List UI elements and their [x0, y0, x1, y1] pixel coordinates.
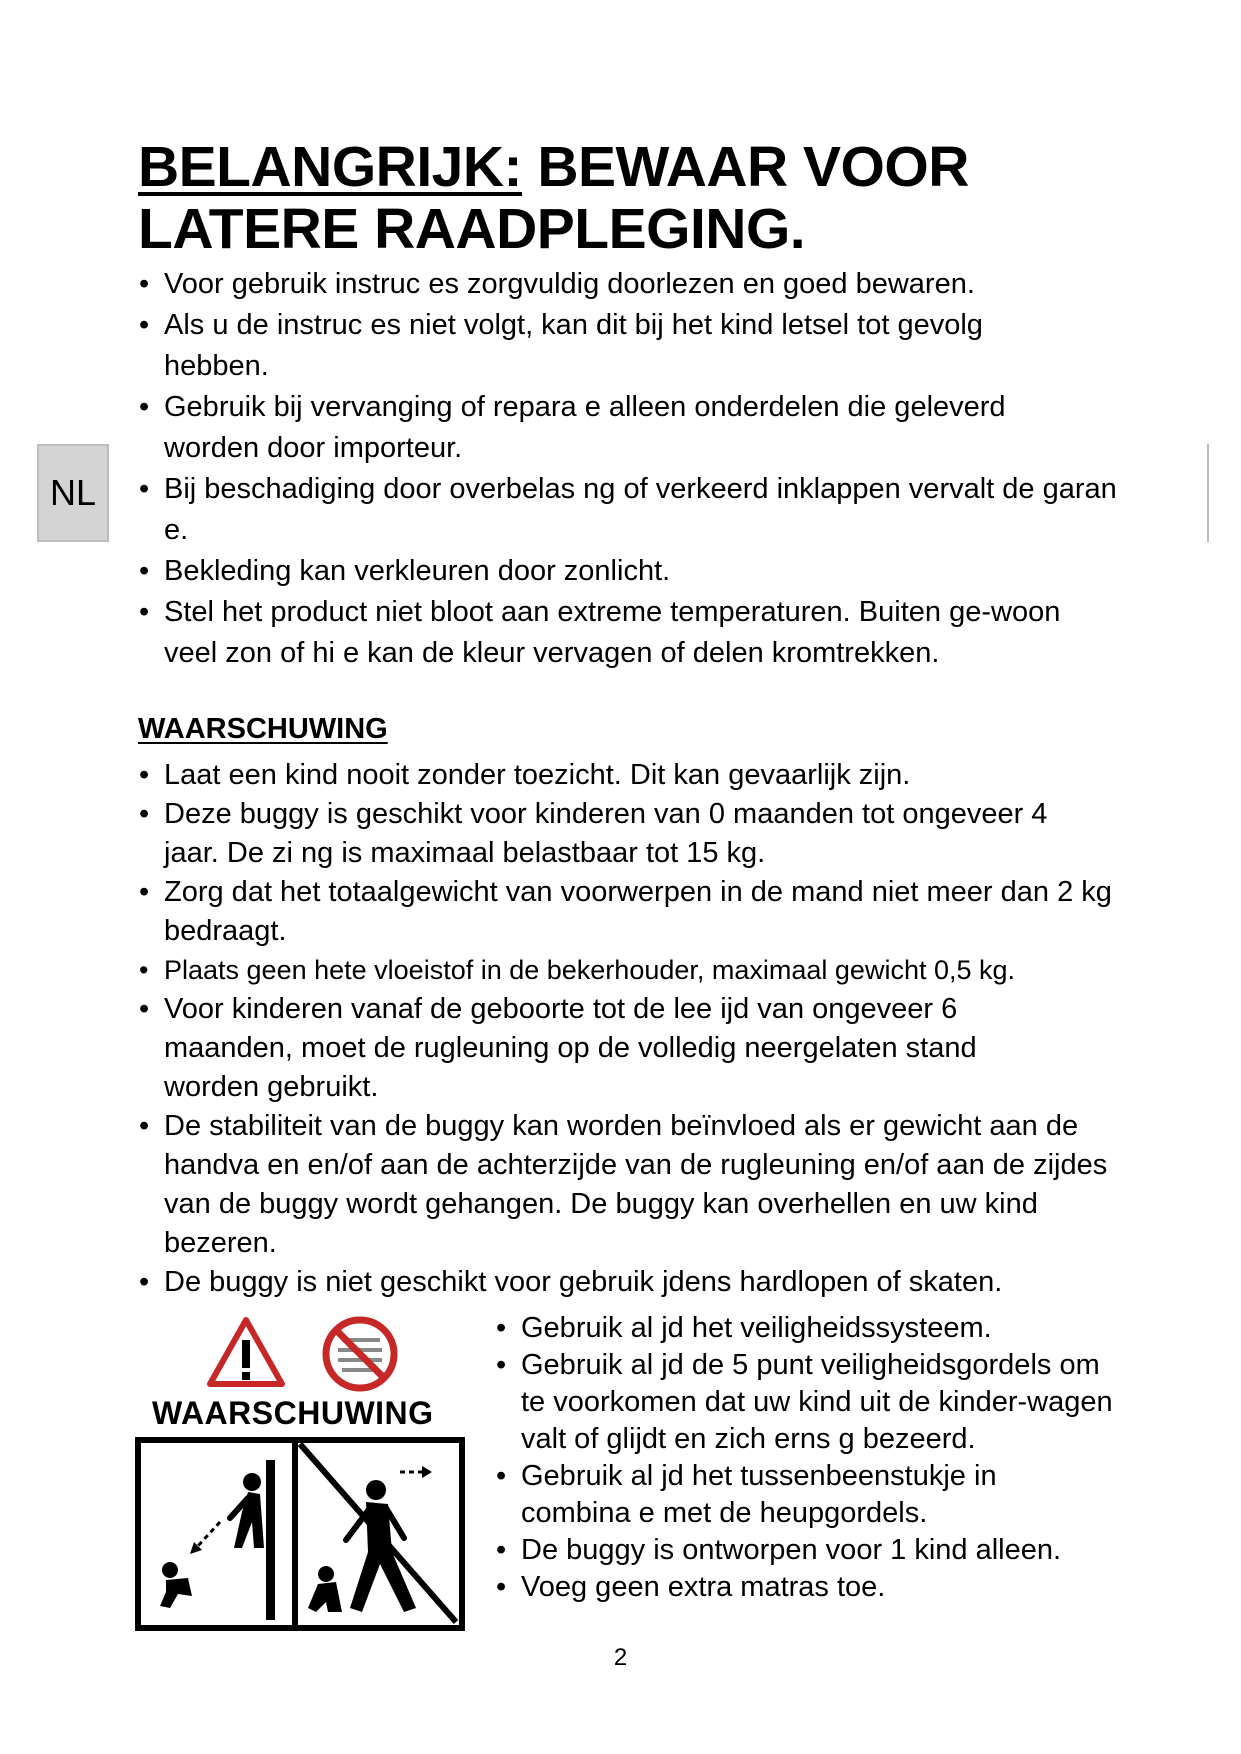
page-title [138, 136, 969, 260]
title-line2: LATERE RAADPLEGING. [138, 197, 806, 261]
list-item: • Gebruik al jd de 5 punt veiligheidsgordels om te voorkomen dat uw kind uit de kinder-wagen valt of glijdt en zich erns g bezeerd. [495, 1347, 1121, 1458]
language-tab-nl [37, 444, 109, 542]
warning-triangle-icon [210, 1320, 282, 1384]
list-item: • Gebruik bij vervanging of repara e alleen onderdelen die geleverd worden door importeur. [138, 387, 1064, 469]
page-number: 2 [613, 1644, 628, 1671]
list-item: • De buggy is ontworpen voor 1 kind alleen. [495, 1532, 1115, 1569]
list-item: • Gebruik al jd het tussenbeenstukje in combina e met de heupgordels. [495, 1458, 1041, 1532]
title-keep: BEWAAR VOOR [522, 135, 969, 199]
list-item: • Zorg dat het totaalgewicht van voorwerpen in de mand niet meer dan 2 kg bedraagt. [138, 873, 1124, 951]
adult-walking-away-icon [300, 1444, 456, 1622]
list-item: • Plaats geen hete vloeistof in de bekerhouder, maximaal gewicht 0,5 kg. [138, 951, 1098, 990]
warning-heading: WAARSCHUWING [138, 713, 388, 745]
list-item: • Voor kinderen vanaf de geboorte tot de lee ijd van ongeveer 6 maanden, moet de rugleuning op de volledig neergelaten stand worden gebruikt. [138, 990, 1064, 1107]
list-item: • Deze buggy is geschikt voor kinderen van 0 maanden tot ongeveer 4 jaar. De zi ng is maximaal belastbaar tot 15 kg. [138, 795, 1064, 873]
warning-pictogram [130, 1312, 470, 1634]
child-fall-hazard-icon [160, 1460, 275, 1620]
list-item: • Stel het product niet bloot aan extreme temperaturen. Buiten ge-woon veel zon of hi e kan de kleur vervagen of delen kromtrekken. [138, 592, 1114, 674]
list-item: • Voor gebruik instruc es zorgvuldig doorlezen en goed bewaren. [138, 264, 1064, 305]
warning-list [138, 756, 1112, 1302]
list-item: • Gebruik al jd het veiligheidssysteem. [495, 1310, 1115, 1347]
list-item: • Voeg geen extra matras toe. [495, 1569, 1115, 1606]
list-item: • Als u de instruc es niet volgt, kan dit bij het kind letsel tot gevolg hebben. [138, 305, 1064, 387]
safety-list [495, 1310, 1115, 1606]
list-item: • De stabiliteit van de buggy kan worden beïnvloed als er gewicht aan de handva en en/of aan de achterzijde van de rugleuning en/of aan de zijdes van de buggy wordt gehangen. De buggy kan overhellen en uw kind bezeren. [138, 1107, 1124, 1263]
prohibited-stacking-icon [326, 1320, 394, 1388]
pictogram-label: WAARSCHUWING [152, 1395, 434, 1431]
list-item: • Bij beschadiging door overbelas ng of verkeerd inklappen vervalt de garan e. [138, 469, 1124, 551]
title-important: BELANGRIJK: [138, 135, 523, 199]
list-item: • Bekleding kan verkleuren door zonlicht. [138, 551, 1098, 592]
edge-marker-line [1207, 444, 1209, 542]
pictogram-frame [138, 1440, 462, 1628]
language-tab-label: NL [49, 472, 97, 513]
important-list [138, 264, 1117, 674]
list-item: • Laat een kind nooit zonder toezicht. Dit kan gevaarlijk zijn. [138, 756, 1098, 795]
list-item: • De buggy is niet geschikt voor gebruik jdens hardlopen of skaten. [138, 1263, 1098, 1302]
